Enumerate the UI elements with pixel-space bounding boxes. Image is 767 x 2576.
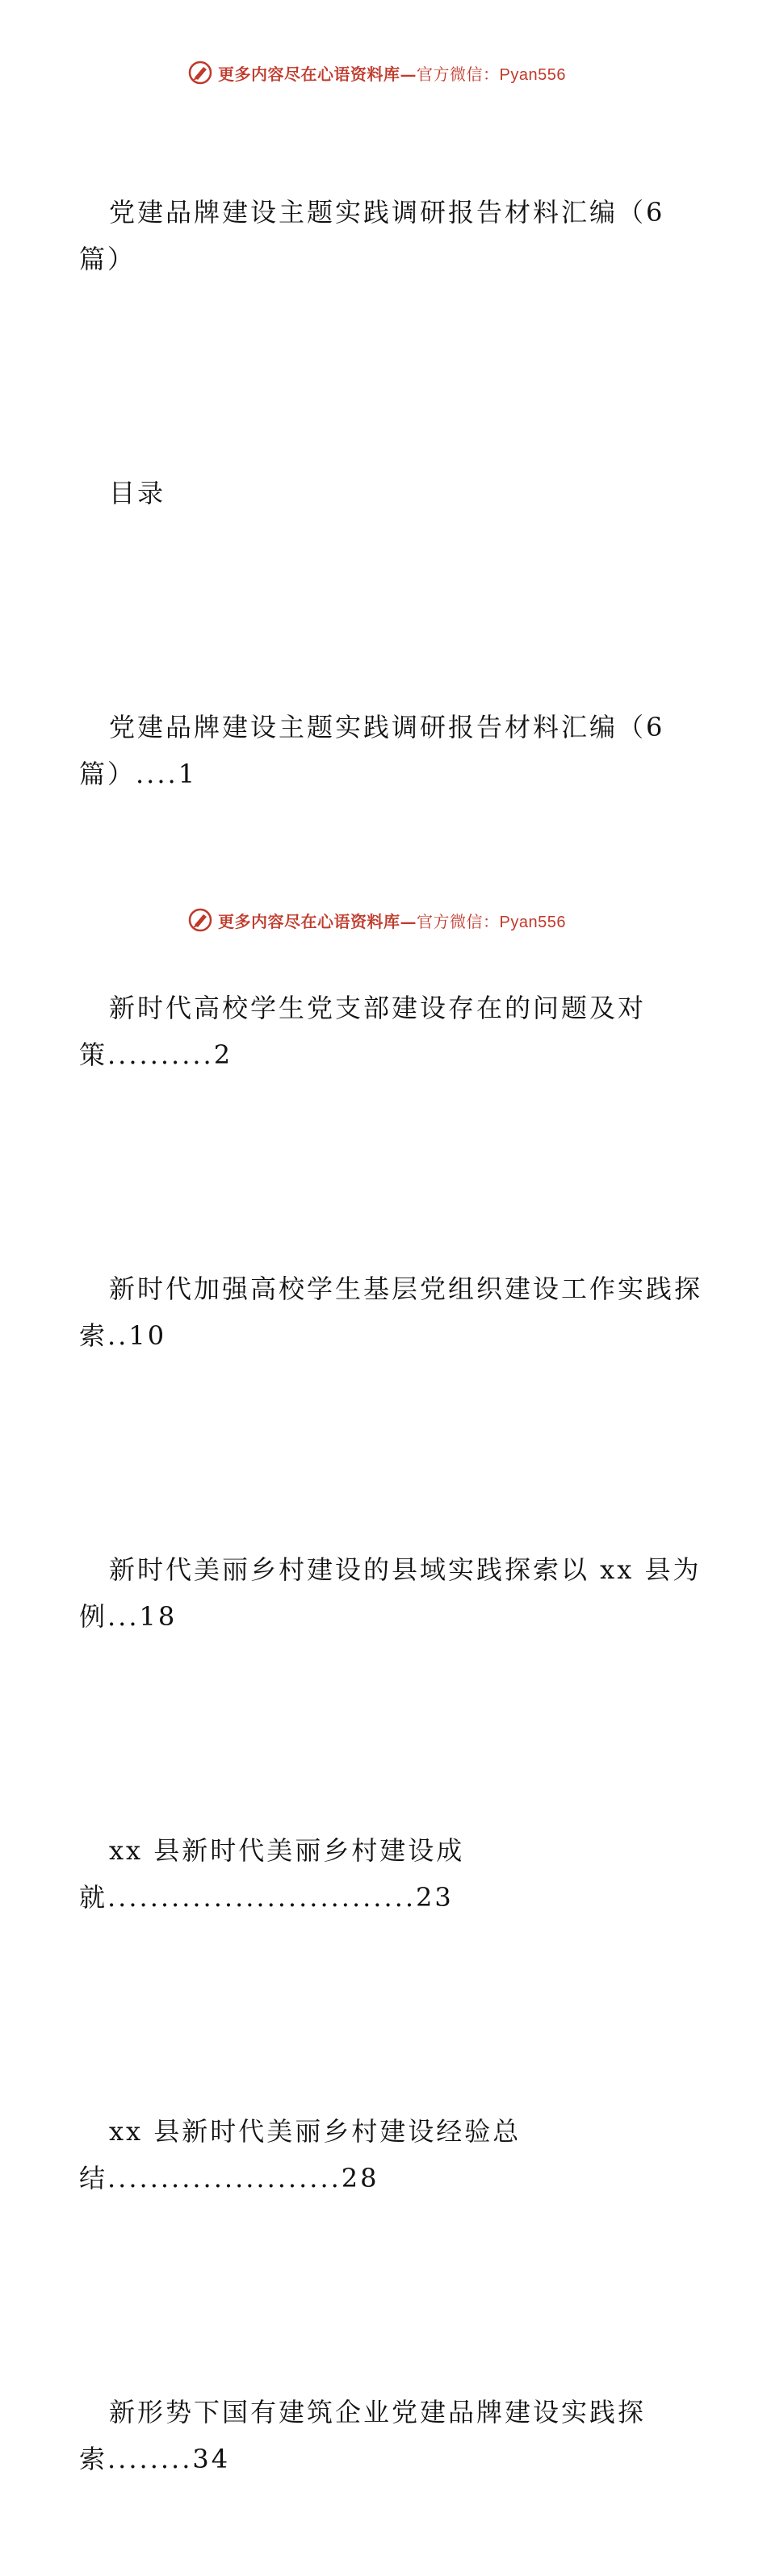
toc-entry[interactable]: 新时代加强高校学生基层党组织建设工作实践探 索..10 <box>79 1273 703 1351</box>
header-watermark <box>187 58 566 87</box>
footer-watermark <box>187 905 566 935</box>
toc-entry[interactable]: 新形势下国有建筑企业党建品牌建设实践探 索........34 <box>79 2397 647 2474</box>
toc-entry[interactable]: 新时代美丽乡村建设的县域实践探索以 xx 县为 例...18 <box>79 1554 702 1632</box>
watermark-text: 更多内容尽在心语资料库—官方微信：Pyan556 <box>218 911 566 931</box>
toc-heading: 目录 <box>109 478 166 508</box>
document-title: 党建品牌建设主题实践调研报告材料汇编（6 篇） <box>79 197 665 274</box>
toc-entry[interactable]: 党建品牌建设主题实践调研报告材料汇编（6 篇）....1 <box>79 712 665 789</box>
pen-seal-icon <box>187 60 213 86</box>
toc-entry[interactable]: 新时代高校学生党支部建设存在的问题及对 策..........2 <box>79 993 647 1070</box>
pen-seal-icon <box>187 907 213 933</box>
watermark-text: 更多内容尽在心语资料库—官方微信：Pyan556 <box>218 64 566 84</box>
toc-entry[interactable]: xx 县新时代美丽乡村建设成 就.............................23 <box>79 1835 465 1913</box>
document-body <box>79 95 703 2576</box>
toc-entry[interactable]: xx 县新时代美丽乡村建设经验总 结......................28 <box>79 2116 522 2193</box>
